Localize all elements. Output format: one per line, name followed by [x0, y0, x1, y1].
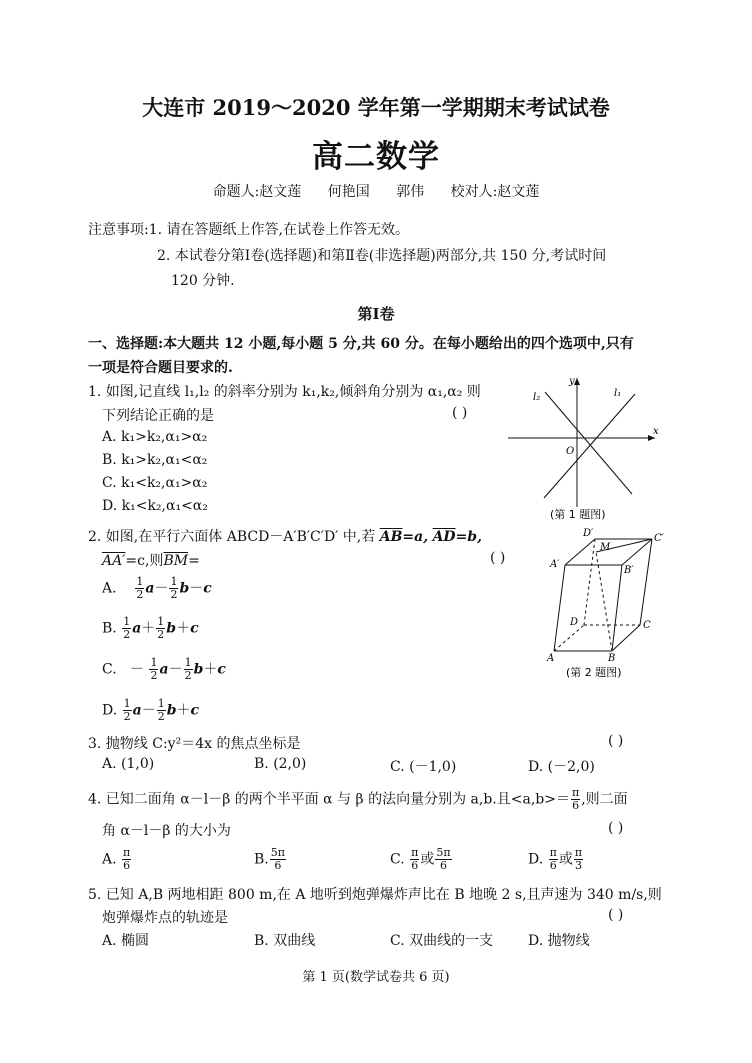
q2-edge-AD: [554, 625, 584, 651]
exam-title: 大连市 2019～2020 学年第一学期期末考试试卷: [142, 95, 610, 120]
q2-stem-1: [88, 526, 482, 546]
author-3: 郭伟: [396, 184, 425, 200]
q2-b-label: B.: [102, 620, 117, 637]
q2-label-A: A: [547, 653, 555, 664]
notes-label: 注意事项:: [88, 222, 149, 238]
q5-option-a: A. 椭圆: [102, 933, 150, 949]
note-1: 1. 请在答题纸上作答,在试卷上作答无效。: [148, 222, 409, 238]
q1-line-l2: [545, 392, 632, 494]
q5-stem-1: 5. 已知 A,B 两地相距 800 m,在 A 地听到炮弹爆炸声比在 B 地晚 2 s,且声速为 340 m/s,则: [88, 887, 662, 903]
q2-edge-BpB: [612, 565, 622, 651]
q4-stem-frac: $\frac{\pi}{6}$: [571, 786, 580, 812]
q4-stem-text: 4. 已知二面角 α－l－β 的两个半平面 α 与 β 的法向量分别为 a,b.且<a,b>＝: [88, 791, 570, 808]
q4-option-a: A. $\frac{\pi}{6}$: [102, 846, 131, 872]
q2-label-M: M: [600, 542, 611, 553]
q3-stem: 3. 抛物线 C:y²＝4x 的焦点坐标是: [88, 736, 301, 752]
q2-b-frac2: $\frac{1}{2}$: [157, 615, 165, 641]
q1-option-c: C. k₁<k₂,α₁>α₂: [102, 475, 208, 491]
q2-eq-c: =c,则: [125, 553, 164, 569]
q2-a-frac2: $\frac{1}{2}$: [170, 575, 178, 601]
proofreader: 校对人:赵文莲: [450, 184, 540, 200]
q1-caption: (第 1 题图): [550, 508, 606, 521]
q2-b-frac1: $\frac{1}{2}$: [123, 615, 131, 641]
q1-label-x: x: [653, 426, 659, 437]
q2-a-label: A.: [102, 580, 117, 597]
q4-option-c: C. $\frac{\pi}{6}$ 或 $\frac{5\pi}{6}$: [390, 846, 451, 872]
q5-option-b: B. 双曲线: [254, 933, 316, 949]
q5-option-c: C. 双曲线的一支: [390, 933, 494, 949]
authors-line: [0, 181, 752, 201]
q2-stem-text: 2. 如图,在平行六面体 ABCD－A′B′C′D′ 中,若: [88, 529, 376, 545]
q1-label-l2: l₂: [533, 392, 541, 403]
q2-vec-bm: $\overline{BM}$: [163, 553, 189, 569]
q1-label-y: y: [569, 376, 575, 387]
q2-label-B: B: [608, 653, 616, 664]
q2-answer-paren: ( ): [490, 550, 506, 566]
author-2: 何艳国: [327, 184, 370, 200]
q2-eq-a: =a,: [402, 529, 429, 545]
q2-eq-end: =: [188, 553, 200, 569]
q2-c-frac2: $\frac{1}{2}$: [184, 656, 192, 682]
q1-option-d: D. k₁<k₂,α₁<α₂: [102, 498, 208, 514]
q2-edge-DpD: [584, 539, 595, 625]
q5-stem-2: 炮弹爆炸点的轨迹是: [102, 910, 228, 926]
q2-label-Cp: C′: [654, 533, 664, 544]
q3-option-b: B. (2,0): [254, 756, 307, 772]
q2-c-frac1: $\frac{1}{2}$: [150, 656, 158, 682]
section-intro-2: 一项是符合题目要求的.: [88, 360, 233, 376]
q2-label-Dp: D′: [583, 528, 594, 539]
notes-block: [88, 219, 409, 239]
q2-edge-BC: [612, 625, 640, 651]
q1-option-b: B. k₁>k₂,α₁<α₂: [102, 452, 208, 468]
q2-segment-BM: [596, 552, 612, 651]
q2-vec-aa: AA′: [102, 553, 126, 569]
q2-a-frac1: $\frac{1}{2}$: [136, 575, 144, 601]
q5-option-d: D. 抛物线: [528, 933, 590, 949]
q2-option-c: C. － $\frac{1}{2}$ a－ $\frac{1}{2}$ b＋c: [102, 656, 226, 682]
q2-d-label: D.: [102, 702, 118, 719]
section-title: 第Ⅰ卷: [357, 305, 395, 323]
q1-stem-2: 下列结论正确的是: [102, 408, 214, 424]
q2-vec-ab: $\overline{AB}$: [379, 529, 403, 545]
section-intro-1: 一、选择题:本大题共 12 小题,每小题 5 分,共 60 分。在每小题给出的四个选项中,只有: [88, 336, 634, 352]
q2-edge-ApDp: [565, 539, 595, 565]
page-footer: 第 1 页(数学试卷共 6 页): [302, 970, 450, 985]
q4-stem-end: ,则二面: [581, 791, 628, 808]
q4-answer-paren: ( ): [608, 820, 624, 836]
q2-eq-b: =b,: [455, 529, 482, 545]
q2-d-frac1: $\frac{1}{2}$: [123, 697, 131, 723]
q2-edge-ApA: [554, 565, 565, 651]
q2-c-label: C.: [102, 661, 117, 678]
q2-figure: [540, 525, 670, 685]
q1-label-origin: O: [566, 446, 575, 457]
q3-option-c: C. (－1,0): [390, 759, 457, 775]
q2-stem-2: [102, 550, 200, 570]
q2-edge-CpC: [640, 539, 652, 625]
note-2-line1: 2. 本试卷分第Ⅰ卷(选择题)和第Ⅱ卷(非选择题)两部分,共 150 分,考试时间: [157, 248, 607, 264]
subject-title: 高二数学: [312, 139, 440, 175]
q1-figure: [500, 372, 665, 522]
q2-option-d: D. $\frac{1}{2}$ a－ $\frac{1}{2}$ b＋c: [102, 697, 200, 723]
q3-answer-paren: ( ): [608, 733, 624, 749]
q2-label-Bp: B′: [624, 565, 634, 576]
q2-option-a: A. $\frac{1}{2}$ a－ $\frac{1}{2}$ b－c: [102, 575, 212, 601]
q4-option-d: D. $\frac{\pi}{6}$ 或 $\frac{\pi}{3}$: [528, 846, 583, 872]
q5-answer-paren: ( ): [608, 907, 624, 923]
q2-label-C: C: [643, 620, 651, 631]
q1-line-l1: [544, 394, 635, 498]
q4-stem-2: 角 α－l－β 的大小为: [102, 823, 231, 839]
q2-label-Ap: A′: [550, 559, 560, 570]
q1-label-l1: l₁: [614, 388, 622, 399]
q2-option-b: B. $\frac{1}{2}$ a＋ $\frac{1}{2}$ b＋c: [102, 615, 199, 641]
q2-label-D: D: [570, 617, 579, 628]
q3-option-a: A. (1,0): [102, 756, 155, 772]
q1-answer-paren: ( ): [452, 405, 468, 421]
q1-option-a: A. k₁>k₂,α₁>α₂: [102, 429, 208, 445]
q2-vec-ad: $\overline{AD}$: [432, 529, 456, 545]
q4-option-b: B. $\frac{5\pi}{6}$: [254, 846, 285, 872]
q3-option-d: D. (－2,0): [528, 759, 595, 775]
q1-stem-1: 1. 如图,记直线 l₁,l₂ 的斜率分别为 k₁,k₂,倾斜角分别为 α₁,α₂ 则: [88, 384, 481, 400]
q1-y-arrow-icon: [574, 378, 580, 385]
q2-d-frac2: $\frac{1}{2}$: [157, 697, 165, 723]
q2-caption: (第 2 题图): [566, 666, 622, 679]
q4-stem-1: [88, 787, 628, 812]
author-1: 命题人:赵文莲: [212, 184, 302, 200]
note-2-line2: 120 分钟.: [171, 273, 235, 289]
